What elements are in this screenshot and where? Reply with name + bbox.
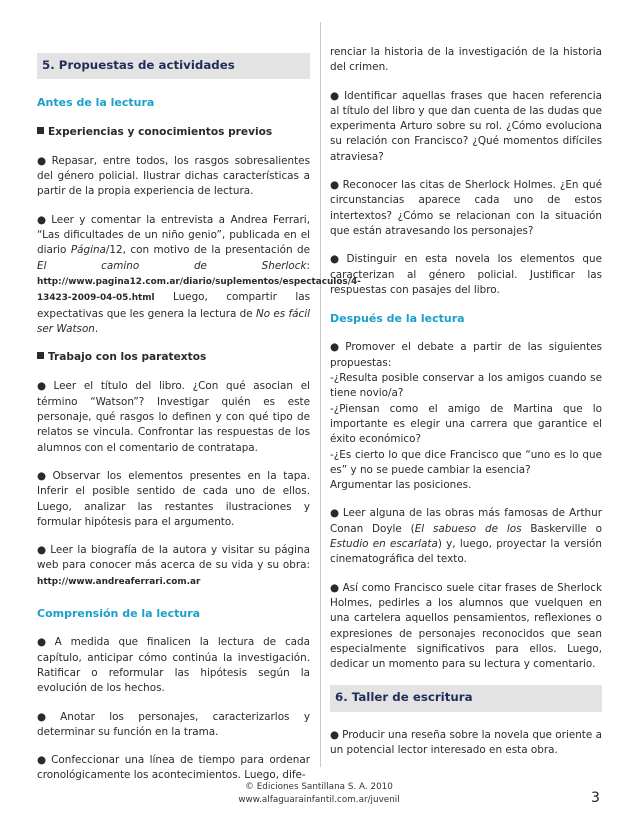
- activity-text: Promover el debate a partir de las siguientes propuestas:: [330, 341, 603, 369]
- debate-instruction: Argumentar las posiciones.: [330, 479, 472, 492]
- bullet-icon: ●: [37, 754, 49, 767]
- bullet-icon: ●: [330, 341, 343, 354]
- activity-text: Producir una reseña sobre la novela que oriente a un potencial lector interesado en esta obra.: [330, 728, 603, 756]
- activity-text: Identificar aquellas frases que hacen referencia al título del libro y que dan cuenta de las dudas que experimenta Arturo sobre su rol. ¿Cómo evoluciona su relación con Francisco? ¿Qué momentos difíciles atraviesa?: [330, 89, 602, 163]
- heading-experiencias-text: Experiencias y conocimientos previos: [48, 125, 273, 138]
- activity-continuation: [330, 45, 602, 76]
- author-website-link[interactable]: http://www.andreaferrari.com.ar: [37, 576, 201, 587]
- bullet-icon: ●: [37, 213, 49, 226]
- activity-item: [330, 581, 602, 673]
- bullet-icon: ●: [330, 253, 344, 266]
- copyright-notice: © Ediciones Santillana S. A. 2010: [245, 782, 393, 792]
- activity-item: [37, 154, 310, 200]
- bullet-icon: ●: [37, 636, 52, 649]
- subheading-despues: Después de la lectura: [330, 312, 465, 326]
- book-title: No es fácil ser Watson: [37, 307, 310, 335]
- bullet-icon: ●: [330, 179, 340, 192]
- activity-item: [330, 506, 602, 567]
- page-footer: [0, 781, 638, 807]
- activity-text: Leer alguna de las obras más famosas de Arthur Conan Doyle (: [330, 507, 602, 535]
- subheading-antes: Antes de la lectura: [37, 96, 155, 110]
- subheading-comprension: Comprensión de la lectura: [37, 607, 201, 621]
- activity-text: Leer el título del libro. ¿Con qué asocian el término “Watson”? Investigar quién es este personaje, qué rasgos lo definen y con qué tipo de relatos se vincula. Confrontar las respuestas de los alumnos con el comentario de contratapa.: [37, 380, 310, 454]
- column-divider: [320, 22, 321, 767]
- activity-text: A medida que finalicen la lectura de cada capítulo, anticipar cómo continúa la investigación. Ratificar o reformular las hipótesis según la evolución de los hechos.: [37, 636, 310, 695]
- activity-text: .: [94, 322, 99, 335]
- activity-item: [330, 178, 602, 239]
- activity-item: [37, 379, 310, 455]
- bullet-icon: ●: [330, 581, 340, 594]
- book-title: El camino de Sherlock: [37, 259, 307, 272]
- activity-text: Distinguir en esta novela los elementos que caracterizan al género policial. Justificar las respuestas con pasajes del libro.: [330, 253, 602, 296]
- activity-item: [37, 710, 310, 741]
- interview-link[interactable]: http://www.pagina12.com.ar/diario/suplementos/espectaculos/4-13423-2009-04-05.html: [37, 276, 361, 304]
- square-bullet-icon: [37, 352, 44, 359]
- activity-item: [37, 543, 310, 590]
- book-title: Estudio en escarlata: [330, 538, 438, 551]
- activity-text: Reconocer las citas de Sherlock Holmes. ¿En qué circunstancias aparece cada uno de estos intertextos? ¿Cómo se relacionan con la situación que están atravesando los personajes?: [330, 179, 602, 237]
- activity-text: Luego, compartir las expectativas que les genera la lectura de: [37, 291, 310, 320]
- bullet-icon: ●: [37, 154, 49, 167]
- bullet-icon: ●: [330, 507, 340, 520]
- heading-paratextos: [37, 350, 310, 365]
- right-column: [330, 45, 602, 771]
- activity-item: [37, 213, 361, 337]
- bullet-icon: ●: [37, 710, 58, 723]
- activity-item: [37, 635, 310, 696]
- bullet-icon: ●: [37, 544, 48, 557]
- debate-question: -¿Es cierto lo que dice Francisco que “uno es lo que es” y no se puede cambiar la esencia?: [330, 448, 602, 476]
- activity-item: [330, 89, 602, 165]
- activity-text: /12, con motivo de la presentación de: [105, 244, 310, 257]
- activity-text: ) y, luego, proyectar la versión cinematográfica del texto.: [330, 538, 602, 566]
- newspaper-name: Página: [70, 244, 106, 257]
- activity-text: Así como Francisco suele citar frases de Sherlock Holmes, pedirles a los alumnos que vuelquen en una cartelera aquellos pensamientos, reflexiones o expresiones de personajes reconocidos que sean especialmente significativos para ellos. Luego, dedicar un momento para su lectura y comentario.: [330, 581, 602, 671]
- section-heading-actividades: 5. Propuestas de actividades: [37, 53, 310, 79]
- section-heading-taller: 6. Taller de escritura: [330, 685, 602, 711]
- activity-item: [330, 728, 602, 759]
- activity-item: [330, 252, 602, 298]
- bullet-icon: ●: [37, 469, 50, 482]
- heading-experiencias: [37, 125, 310, 140]
- book-title: El sabueso de los: [414, 522, 522, 535]
- bullet-icon: ●: [330, 89, 342, 102]
- activity-text: Repasar, entre todos, los rasgos sobresalientes del género policial. Ilustrar dichas características a partir de la propia experiencia de lectura.: [37, 154, 310, 198]
- activity-text: Confeccionar una línea de tiempo para ordenar cronológicamente los acontecimientos. Luego, dife-: [37, 754, 310, 782]
- square-bullet-icon: [37, 127, 44, 134]
- activity-text: Leer y comentar la entrevista a Andrea Ferrari, “Las dificultades de un niño genio”, publicada en el diario: [37, 213, 310, 257]
- debate-question: -¿Resulta posible conservar a los amigos cuando se tiene novio/a?: [330, 372, 602, 400]
- activity-text: Baskerville o: [521, 522, 602, 535]
- activity-text: Observar los elementos presentes en la tapa. Inferir el posible sentido de cada uno de ellos. Luego, analizar las restantes ilustraciones y formular hipótesis para el argumento.: [37, 469, 310, 528]
- activity-item: [37, 753, 310, 784]
- debate-question: -¿Piensan como el amigo de Martina que lo importante es elegir una carrera que garantice el éxito económico?: [330, 402, 602, 446]
- heading-paratextos-text: Trabajo con los paratextos: [48, 351, 207, 364]
- activity-item: [37, 469, 310, 530]
- activity-text: :: [306, 259, 310, 272]
- page-number: 3: [591, 790, 600, 806]
- activity-text: renciar la historia de la investigación de la historia del crimen.: [330, 46, 602, 74]
- bullet-icon: ●: [37, 380, 51, 393]
- activity-text: Leer la biografía de la autora y visitar su página web para conocer más acerca de su vida y su obra:: [37, 544, 310, 572]
- bullet-icon: ●: [330, 728, 340, 741]
- publisher-website[interactable]: www.alfaguarainfantil.com.ar/juvenil: [238, 795, 400, 805]
- activity-text: Anotar los personajes, caracterizarlos y determinar su función en la trama.: [37, 710, 310, 738]
- activity-item: [330, 340, 602, 493]
